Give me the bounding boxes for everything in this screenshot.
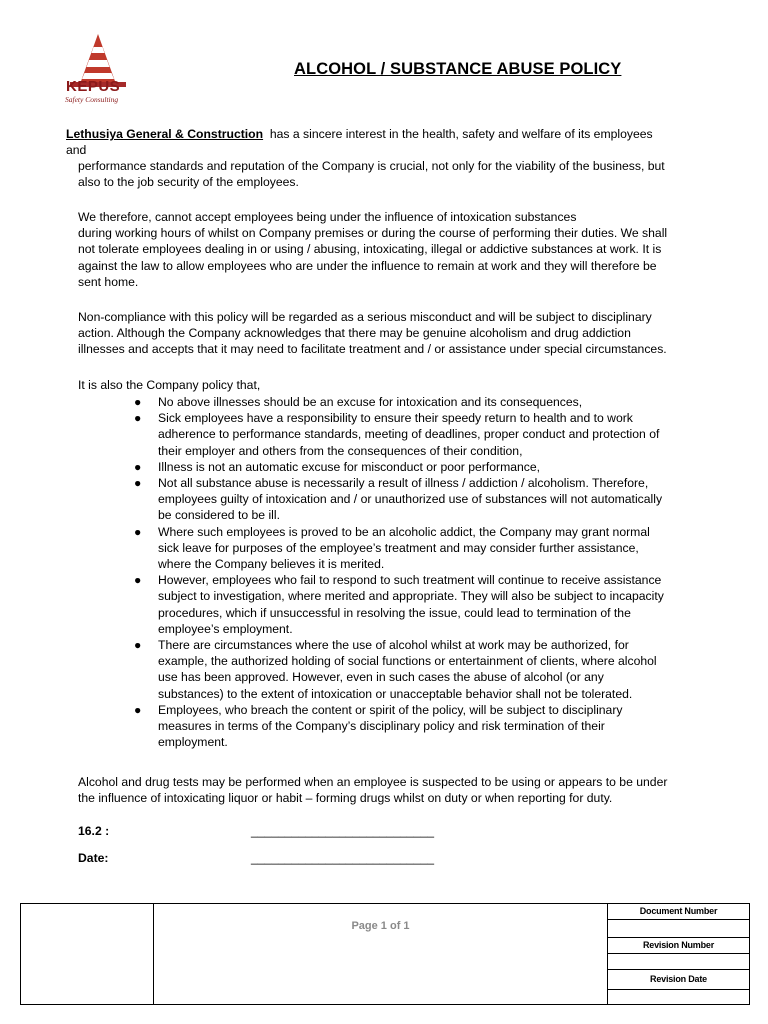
bullet-icon: ● — [134, 459, 142, 474]
list-item — [130, 410, 700, 459]
intro-line-1-rest: has a sincere interest in the health, safety and welfare of its employees — [269, 127, 653, 141]
bullet-line: procedures, which if unsuccessful in resolving the issue, could lead to termination of the — [158, 605, 631, 620]
bullet-line: Employees, who breach the content or spirit of the policy, will be subject to disciplinary — [158, 702, 623, 717]
document-number-label: Document Number — [608, 904, 749, 920]
intro-line-3: performance standards and reputation of the Company is crucial, not only for the viability of the business, but — [78, 159, 665, 173]
intro-line-2: and — [66, 143, 87, 157]
bullet-line: where the Company believes it is merited. — [158, 557, 385, 572]
closing-paragraph — [78, 774, 718, 806]
list-item — [130, 459, 700, 475]
bullet-line: example, the authorized holding of social functions or entertainment of clients, where alcohol — [158, 654, 657, 669]
revision-date-label: Revision Date — [608, 970, 749, 990]
footer-blank-cell — [21, 904, 154, 1004]
date-label: Date: — [78, 851, 109, 865]
list-item — [130, 572, 700, 637]
paragraph-3 — [78, 309, 708, 358]
company-logo — [24, 30, 156, 110]
paragraph-line: We therefore, cannot accept employees being under the influence of intoxication substances — [78, 210, 577, 224]
revision-number-label: Revision Number — [608, 938, 749, 954]
bullet-line: Not all substance abuse is necessarily a result of illness / addiction / alcoholism. Therefore, — [158, 476, 649, 491]
bullet-icon: ● — [134, 411, 142, 426]
revision-number-value — [608, 954, 749, 970]
page-number: Page 1 of 1 — [351, 920, 410, 932]
paragraph-line: not tolerate employees dealing in or using / abusing, intoxicating, illegal or addictive substances at work. It is — [78, 242, 662, 257]
bullet-line: employees guilty of intoxication and / or unauthorized use of substances will not automatically — [158, 492, 663, 507]
list-item — [130, 702, 700, 751]
footer-revision-cell — [608, 904, 749, 1004]
bullet-line: There are circumstances where the use of alcohol whilst at work may be authorized, for — [158, 638, 629, 653]
policy-intro: It is also the Company policy that, — [78, 378, 261, 392]
reference-blank-line[interactable]: ___________________________ — [251, 824, 435, 838]
bullet-line: No above illnesses should be an excuse for intoxication and its consequences, — [158, 395, 583, 409]
list-item — [130, 475, 700, 524]
bullet-icon: ● — [134, 702, 142, 717]
list-item — [130, 524, 700, 573]
bullet-line: substances) to the extent of intoxication or unacceptable behavior shall not be tolerated. — [158, 686, 633, 701]
policy-bullet-list — [130, 394, 700, 750]
date-blank-line[interactable]: ___________________________ — [251, 851, 435, 865]
bullet-icon: ● — [134, 395, 142, 409]
paragraph-line: illnesses and accepts that it may need to facilitate treatment and / or assistance under special circumstances. — [78, 342, 667, 357]
bullet-line: Illness is not an automatic excuse for misconduct or poor performance, — [158, 459, 541, 474]
bullet-icon: ● — [134, 476, 142, 491]
paragraph-line: Alcohol and drug tests may be performed when an employee is suspected to be using or appears to be under — [78, 775, 668, 789]
list-item — [130, 637, 700, 702]
logo-tagline: Safety Consulting — [65, 95, 119, 104]
company-name: Lethusiya General & Construction — [66, 127, 264, 141]
paragraph-line: Non-compliance with this policy will be regarded as a serious misconduct and will be subject to disciplinary — [78, 310, 652, 324]
bullet-line: measures in terms of the Company’s disciplinary policy and risk termination of their — [158, 719, 605, 734]
logo-brand: KEPUS — [66, 78, 121, 95]
intro-line-1 — [66, 126, 726, 142]
footer-page-cell — [154, 904, 608, 1004]
reference-label: 16.2 : — [78, 824, 110, 838]
revision-date-value — [608, 990, 749, 1004]
paragraph-line: during working hours of whilst on Company premises or during the course of performing their duties. We shall — [78, 226, 668, 241]
paragraph-2 — [78, 209, 708, 290]
bullet-line: use has been approved. However, even in such cases the abuse of alcohol (or any — [158, 670, 604, 685]
paragraph-line: the influence of intoxicating liquor or habit – forming drugs whilst on duty or when reporting for duty. — [78, 791, 613, 806]
footer-table — [20, 903, 750, 1005]
bullet-icon: ● — [134, 573, 142, 588]
bullet-line: adherence to performance standards, meeting of deadlines, proper conduct and protection of — [158, 427, 660, 442]
bullet-line: employment. — [158, 735, 228, 750]
paragraph-line: against the law to allow employees who are under the influence to remain at work and they will therefore be — [78, 258, 657, 273]
bullet-line: sick leave for purposes of the employee’s treatment and may consider further assistance, — [158, 540, 639, 555]
document-number-value — [608, 920, 749, 938]
paragraph-line: sent home. — [78, 274, 139, 289]
bullet-line: employee’s employment. — [158, 621, 293, 636]
page-title: ALCOHOL / SUBSTANCE ABUSE POLICY — [294, 60, 622, 78]
bullet-line: However, employees who fail to respond to such treatment will continue to receive assistance — [158, 573, 662, 588]
paragraph-line: action. Although the Company acknowledges that there may be genuine alcoholism and drug addiction — [78, 326, 631, 341]
bullet-icon: ● — [134, 524, 142, 539]
bullet-line: Sick employees have a responsibility to ensure their speedy return to health and to work — [158, 411, 633, 426]
list-item — [130, 394, 700, 410]
bullet-icon: ● — [134, 638, 142, 653]
bullet-line: their employer and others from the consequences of their condition, — [158, 443, 523, 458]
bullet-line: be considered to be ill. — [158, 508, 280, 523]
intro-line-4: also to the job security of the employees. — [78, 175, 299, 189]
bullet-line: Where such employees is proved to be an alcoholic addict, the Company may grant normal — [158, 524, 650, 539]
bullet-line: subject to investigation, where merited and appropriate. They will also be subject to incapacity — [158, 589, 664, 604]
